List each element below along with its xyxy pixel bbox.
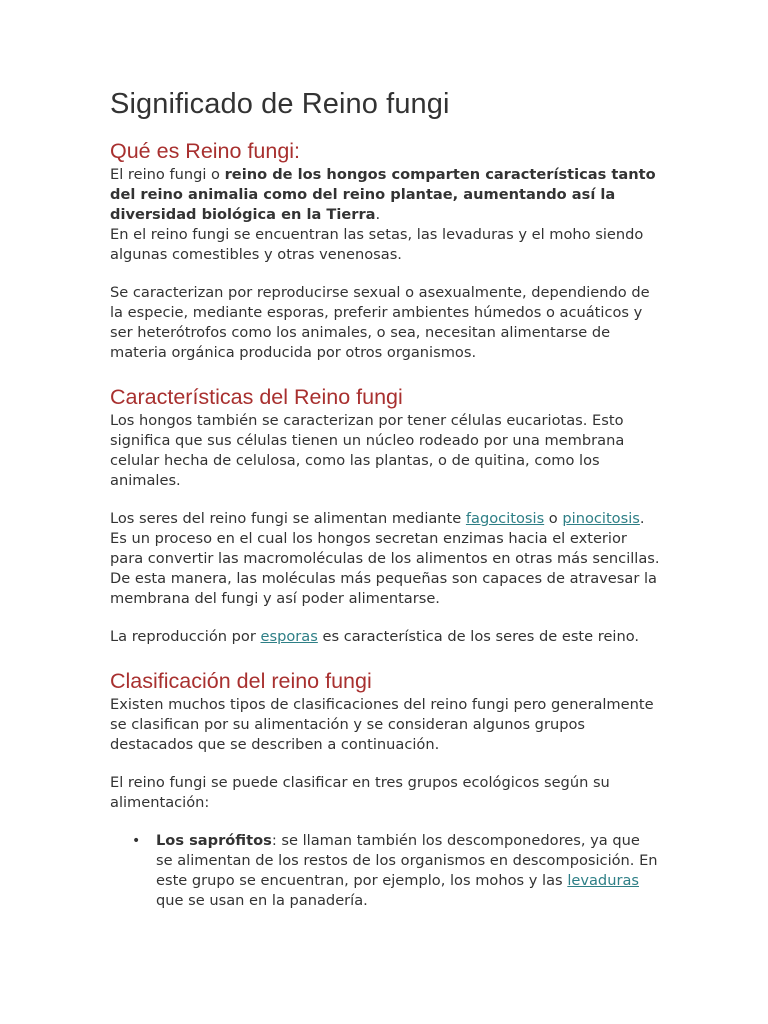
text: : se llaman también los descomponedores, ya que se alimentan de los restos de los organismos en descomposición. En este grupo se encuentran, por ejemplo, los mohos y las xyxy=(156,832,658,889)
bold-text: Los saprófitos xyxy=(156,832,272,849)
paragraph: En el reino fungi se encuentran las setas, las levaduras y el moho siendo algunas comestibles y otras venenosas. xyxy=(110,226,644,263)
text: La reproducción por xyxy=(110,628,261,645)
paragraph: Se caracterizan por reproducirse sexual o asexualmente, dependiendo de la especie, mediante esporas, preferir ambientes húmedos o acuáticos y ser heterótrofos como los animales, o sea, necesitan alimentarse de materia orgánica producida por otros organismos. xyxy=(110,284,650,361)
bold-text: reino de los hongos comparten características tanto del reino animalia como del reino plantae, aumentando así la diversidad biológica en la Tierra xyxy=(110,166,656,223)
paragraph: Existen muchos tipos de clasificaciones del reino fungi pero generalmente se clasifican por su alimentación y se consideran algunos grupos destacados que se describen a continuación. xyxy=(110,696,654,753)
text: . Es un proceso en el cual los hongos secretan enzimas hacia el exterior para convertir las macromoléculas de los alimentos en otras más sencillas. De esta manera, las moléculas más pequeñas son capaces de atravesar la membrana del fungi y así poder alimentarse. xyxy=(110,510,660,607)
text: Los seres del reino fungi se alimentan mediante xyxy=(110,510,466,527)
link-levaduras[interactable]: levaduras xyxy=(567,872,639,889)
page-title: Significado de Reino fungi xyxy=(110,88,450,120)
section-heading-caracteristicas: Características del Reino fungi xyxy=(110,385,403,409)
text: . xyxy=(375,206,381,223)
paragraph xyxy=(110,165,660,225)
paragraph: El reino fungi se puede clasificar en tres grupos ecológicos según su alimentación: xyxy=(110,774,610,811)
paragraph xyxy=(110,509,660,609)
section-heading-clasificacion: Clasificación del reino fungi xyxy=(110,669,372,693)
text: es característica de los seres de este reino. xyxy=(317,628,640,645)
paragraph xyxy=(110,627,660,647)
section-heading-que-es: Qué es Reino fungi: xyxy=(110,139,301,163)
article xyxy=(110,84,660,911)
list-item xyxy=(132,831,660,911)
text: El reino fungi o xyxy=(110,166,225,183)
link-fagocitosis[interactable]: fagocitosis xyxy=(465,510,545,527)
bullet-list xyxy=(110,831,660,911)
paragraph: Los hongos también se caracterizan por tener células eucariotas. Esto significa que sus células tienen un núcleo rodeado por una membrana celular hecha de celulosa, como las plantas, o de quitina, como los animales. xyxy=(110,412,625,489)
bullet-icon: • xyxy=(132,833,141,849)
link-esporas[interactable]: esporas xyxy=(260,628,318,645)
text: que se usan en la panadería. xyxy=(156,892,368,909)
link-pinocitosis[interactable]: pinocitosis xyxy=(562,510,640,527)
text: o xyxy=(544,510,563,527)
